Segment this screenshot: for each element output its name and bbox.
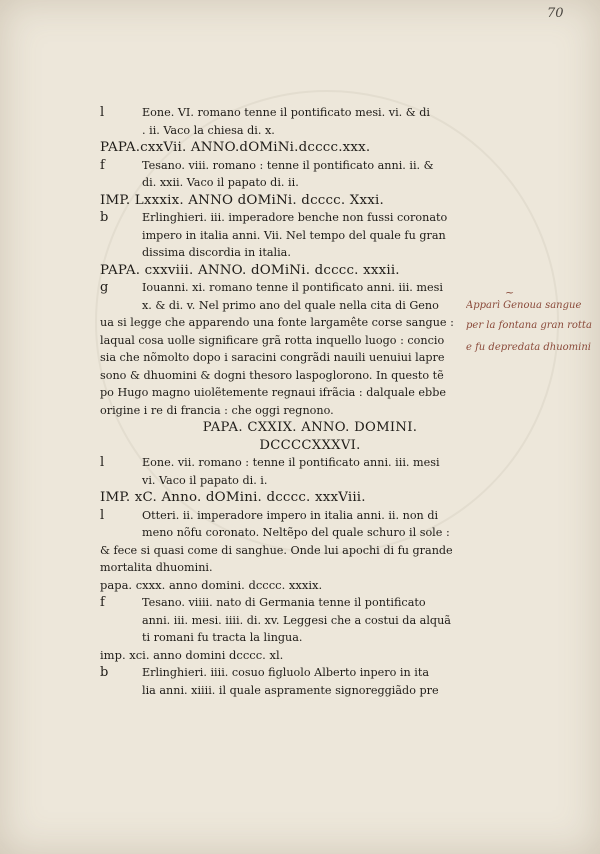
- line-text: lia anni. xiiii. il quale aspramente signoreggiãdo pre: [142, 683, 439, 697]
- guide-letter: f: [100, 157, 105, 173]
- text-line: [100, 244, 480, 262]
- text-line: [100, 629, 480, 647]
- centered-heading: DCCCCXXXVI.: [259, 437, 361, 453]
- line-text: di. xxii. Vaco il papato di. ii.: [142, 176, 299, 189]
- text-line: & fece si quasi come di sanghue. Onde lui apochi di fu grande: [100, 543, 453, 557]
- line-text: Erlinghieri. iiii. cosuo figluolo Alberto inpero in ita: [142, 666, 430, 679]
- section-heading: PAPA.cxxVii. ANNO.dOMiNi.dcccc.xxx.: [100, 140, 371, 155]
- guide-letter: l: [100, 507, 105, 523]
- text-line: sia che nõmolto dopo i saracini congrãdi nauili uenuiui lapre: [100, 351, 445, 364]
- centered-heading: PAPA. CXXIX. ANNO. DOMINI.: [202, 420, 418, 435]
- text-line: sono & dhuomini & dogni thesoro laspoglorono. In questo tẽ: [100, 368, 444, 382]
- text-line: mortalita dhuomini.: [100, 561, 213, 574]
- line-text: Eone. vii. romano : tenne il pontificato anni. iii. mesi: [142, 456, 440, 469]
- main-text-block: [100, 104, 480, 699]
- line-text: anni. iii. mesi. iiii. di. xv. Leggesi che a costui da alquã: [142, 613, 451, 627]
- section-heading: PAPA. cxxviii. ANNO. dOMiNi. dcccc. xxxii.: [100, 262, 400, 278]
- text-line: [100, 594, 480, 612]
- marginal-note-2: per la fontana gran rotta: [466, 320, 592, 331]
- guide-letter: b: [100, 210, 109, 225]
- section-heading: IMP. Lxxxix. ANNO dOMiNi. dcccc. Xxxi.: [100, 192, 384, 208]
- line-text: Eone. VI. romano tenne il pontificato mesi. vi. & di: [142, 106, 431, 119]
- text-line: [100, 104, 480, 122]
- line-text: Otteri. ii. imperadore impero in italia anni. ii. non di: [142, 508, 439, 522]
- line-text: vi. Vaco il papato di. i.: [142, 473, 268, 487]
- text-line: [100, 682, 480, 700]
- text-line: [100, 279, 480, 297]
- text-line: ua si legge che apparendo una fonte largamête corse sangue :: [100, 316, 454, 329]
- section-heading: IMP. xC. Anno. dOMini. dcccc. xxxViii.: [100, 490, 366, 505]
- text-line: laqual cosa uolle significare grã rotta inquello luogo : concio: [100, 333, 445, 347]
- text-line: [100, 454, 480, 472]
- text-line: [100, 227, 480, 245]
- line-text: Tesano. viiii. nato di Germania tenne il pontificato: [142, 596, 426, 609]
- guide-letter: b: [100, 665, 109, 680]
- text-line: [100, 472, 480, 490]
- text-line: [100, 664, 480, 682]
- guide-letter: g: [100, 280, 109, 295]
- line-text: x. & di. v. Nel primo ano del quale nella cita di Geno: [142, 298, 439, 312]
- line-text: meno nõfu coronato. Neltẽpo del quale schuro il sole :: [142, 526, 450, 539]
- line-text: Erlinghieri. iii. imperadore benche non fussi coronato: [142, 211, 448, 224]
- text-line: [100, 209, 480, 227]
- marginal-mark: ~: [505, 286, 515, 299]
- guide-letter: f: [100, 595, 105, 610]
- line-text: ti romani fu tracta la lingua.: [142, 631, 303, 644]
- text-line: [100, 174, 480, 192]
- text-line: origine i re di francia : che oggi regnono.: [100, 403, 334, 417]
- marginal-note-1: Apparì Genoua sangue: [466, 300, 582, 311]
- guide-letter: l: [100, 105, 105, 120]
- text-line: [100, 157, 480, 175]
- line-text: Tesano. viii. romano : tenne il pontificato anni. ii. &: [142, 158, 434, 172]
- text-line: [100, 507, 480, 525]
- guide-letter: l: [100, 455, 105, 470]
- minor-heading: imp. xci. anno domini dcccc. xl.: [100, 647, 284, 662]
- line-text: . ii. Vaco la chiesa di. x.: [142, 123, 275, 137]
- line-text: dissima discordia in italia.: [142, 246, 291, 259]
- folio-number: 70: [547, 6, 564, 21]
- marginal-note-3: e fu depredata dhuomini: [466, 342, 591, 353]
- text-line: po Hugo magno uiolẽtemente regnaui ifrãcia : dalquale ebbe: [100, 386, 446, 399]
- text-line: [100, 122, 480, 140]
- text-line: [100, 297, 480, 315]
- minor-heading: papa. cxxx. anno domini. dcccc. xxxix.: [100, 577, 323, 592]
- line-text: Iouanni. xi. romano tenne il pontificato anni. iii. mesi: [142, 281, 443, 294]
- line-text: impero in italia anni. Vii. Nel tempo del quale fu gran: [142, 228, 446, 242]
- text-line: [100, 524, 480, 542]
- text-line: [100, 612, 480, 630]
